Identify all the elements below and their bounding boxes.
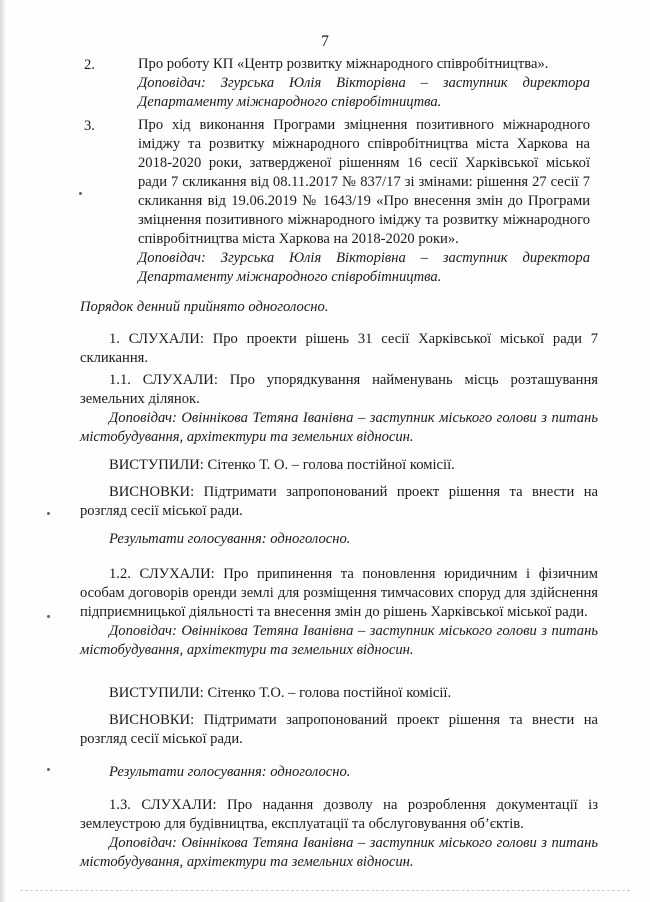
scan-bottom-edge (20, 890, 630, 892)
heard-text: 1.1. СЛУХАЛИ: Про упорядкування найменувань місць розташування земельних ділянок. (80, 372, 598, 407)
agenda-item-text: Про роботу КП «Центр розвитку міжнародного співробітництва». (138, 56, 549, 72)
scan-edge-shadow (0, 0, 6, 902)
scan-speck (47, 615, 50, 618)
heard-text: 1.2. СЛУХАЛИ: Про припинення та поновлення юридичним і фізичним особам договорів оренди землі для розміщення тимчасових споруд для здійснення підприємницької діяльності та внесення змін до рішень Харківської міської ради. (80, 566, 598, 620)
section-heard-1: 1. СЛУХАЛИ: Про проекти рішень 31 сесії Харківської міської ради 7 скликання. (80, 331, 598, 366)
item-number: 3. (84, 118, 95, 134)
vote-result: Результати голосування: одноголосно. (109, 764, 351, 780)
speaker-text: Доповідач: Овіннікова Тетяна Іванівна – заступник міського голови з питань містобудування, архітектури та земельних відносин. (80, 623, 598, 658)
agenda-approval-note: Порядок денний прийнято одноголосно. (80, 299, 329, 315)
agenda-item-text: Про хід виконання Програми зміцнення позитивного міжнародного іміджу та розвитку міжнародного співробітництва міста Харкова на 2018-2020 роки, затвердженої рішенням 16 сесії Харківської міської ради 7 скликання від 08.11.2017 № 837/17 зі змінами: рішення 27 сесії 7 скликання від 19.06.2019 № 1643/19 «Про внесення змін до Програми зміцнення позитивного міжнародного іміджу та розвитку міжнародного співробітництва міста Харкова на 2018-2020 роки». (138, 117, 590, 247)
conclusions-text: ВИСНОВКИ: Підтримати запропонований проект рішення та внести на розгляд сесії міської ради. (80, 712, 598, 747)
heard-text: 1.3. СЛУХАЛИ: Про надання дозволу на розроблення документації із землеустрою для будівництва, експлуатації та обслуговування об’єктів. (80, 797, 598, 832)
subsection-1-2 (80, 565, 598, 660)
scan-speck (79, 192, 82, 195)
agenda-item-speaker: Доповідач: Згурська Юлія Вікторівна – заступник директора Департаменту міжнародного співробітництва. (138, 250, 590, 285)
scan-speck (47, 512, 50, 515)
scan-speck (47, 768, 50, 771)
agenda-item (138, 55, 590, 112)
speaker-text: Доповідач: Овіннікова Тетяна Іванівна – заступник міського голови з питань містобудування, архітектури та земельних відносин. (80, 835, 598, 870)
spoke-text: ВИСТУПИЛИ: Сітенко Т. О. – голова постійної комісії. (109, 457, 455, 473)
item-number: 2. (84, 57, 95, 73)
agenda-item-speaker: Доповідач: Згурська Юлія Вікторівна – заступник директора Департаменту міжнародного співробітництва. (138, 75, 590, 110)
subsection-1-3 (80, 796, 598, 872)
vote-result: Результати голосування: одноголосно. (109, 531, 351, 547)
agenda-item (138, 116, 590, 287)
conclusions-text: ВИСНОВКИ: Підтримати запропонований проект рішення та внести на розгляд сесії міської ради. (80, 484, 598, 519)
speaker-text: Доповідач: Овіннікова Тетяна Іванівна – заступник міського голови з питань містобудування, архітектури та земельних відносин. (80, 410, 598, 445)
subsection-1-1 (80, 371, 598, 447)
spoke-text: ВИСТУПИЛИ: Сітенко Т.О. – голова постійної комісії. (109, 685, 452, 701)
page-number: 7 (321, 33, 329, 50)
